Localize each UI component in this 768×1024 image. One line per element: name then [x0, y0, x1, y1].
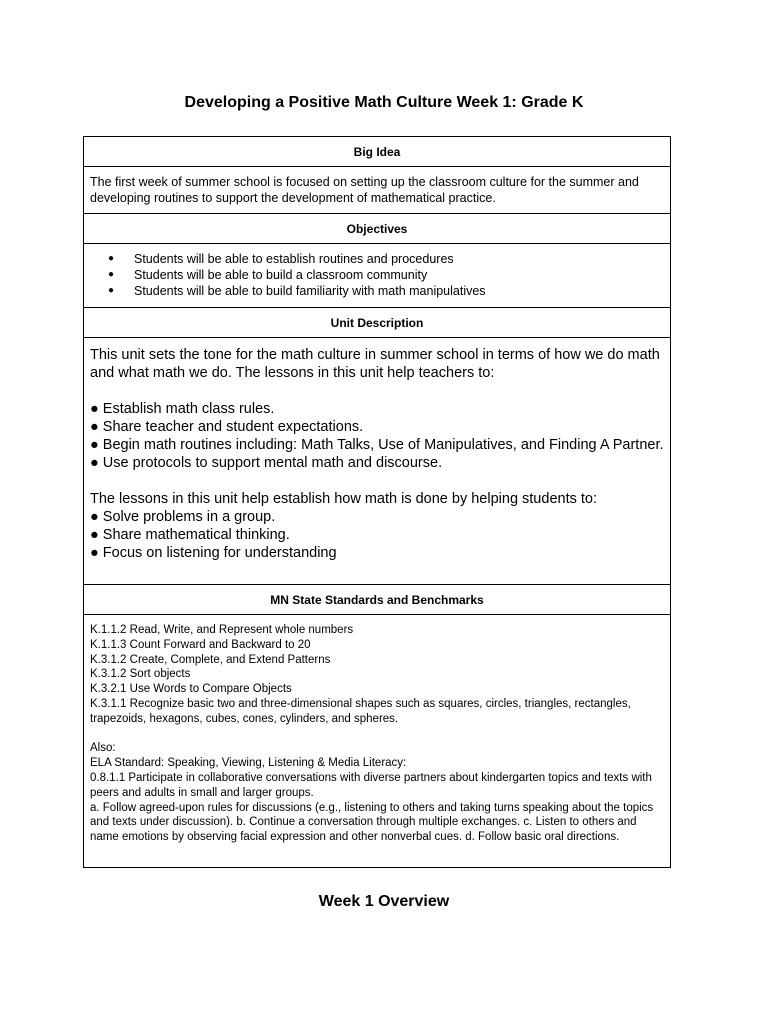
teacher-point: ● Establish math class rules.	[90, 401, 275, 417]
big-idea-header: Big Idea	[84, 137, 670, 167]
objective-item: ● Students will be able to build a classroom community	[106, 267, 670, 283]
objective-item: ● Students will be able to build familiarity with math manipulatives	[106, 283, 670, 299]
standards-header: MN State Standards and Benchmarks	[84, 585, 670, 615]
unit-description-header: Unit Description	[84, 308, 670, 338]
unit-description-intro: This unit sets the tone for the math culture in summer school in terms of how we do math and what math we do. The lessons in this unit help teachers to:	[90, 347, 660, 381]
standard-line: K.3.2.1 Use Words to Compare Objects	[90, 683, 292, 696]
standard-line: K.1.1.2 Read, Write, and Represent whole numbers	[90, 624, 354, 636]
objective-item: ● Students will be able to establish routines and procedures	[106, 251, 670, 267]
objectives-list	[84, 251, 670, 299]
standard-line: K.3.1.2 Sort objects	[90, 668, 191, 681]
objectives-header: Objectives	[84, 214, 670, 244]
ela-details: a. Follow agreed-upon rules for discussions (e.g., listening to others and taking turns speaking about the topics and texts under discussion). b. Continue a conversation through multiple exchanges. c. Listen to others and name emotions by observing facial expression and other nonverbal cues. d. Follow basic oral directions.	[90, 801, 654, 844]
ela-benchmark: 0.8.1.1 Participate in collaborative conversations with diverse partners about kindergarten topics and texts with peers and adults in small and larger groups.	[90, 771, 652, 799]
standard-line: K.3.1.2 Create, Complete, and Extend Patterns	[90, 653, 331, 666]
also-label: Also:	[90, 742, 116, 755]
teacher-point: ● Use protocols to support mental math and discourse.	[90, 455, 443, 471]
unit-description-cell	[84, 338, 670, 585]
objectives-cell	[84, 244, 670, 308]
unit-table	[83, 136, 671, 868]
ela-standard: ELA Standard: Speaking, Viewing, Listening & Media Literacy:	[90, 757, 407, 770]
document-title: Developing a Positive Math Culture Week 1: Grade K	[184, 94, 584, 111]
standard-line: K.1.1.3 Count Forward and Backward to 20	[90, 638, 311, 651]
student-point: ● Solve problems in a group.	[90, 509, 276, 525]
student-point: ● Share mathematical thinking.	[90, 527, 290, 543]
standard-line: K.3.1.1 Recognize basic two and three-dimensional shapes such as squares, circles, triangles, rectangles, trapezoids, hexagons, cubes, cones, cylinders, and spheres.	[90, 697, 631, 725]
big-idea-text: The first week of summer school is focused on setting up the classroom culture for the summer and developing routines to support the development of mathematical practice.	[84, 167, 670, 214]
teacher-point: ● Begin math routines including: Math Talks, Use of Manipulatives, and Finding A Partner.	[90, 437, 664, 453]
standards-cell	[84, 615, 670, 867]
students-intro: The lessons in this unit help establish how math is done by helping students to:	[90, 491, 597, 507]
week-overview-heading: Week 1 Overview	[318, 893, 450, 910]
student-point: ● Focus on listening for understanding	[90, 545, 337, 561]
teacher-point: ● Share teacher and student expectations.	[90, 419, 364, 435]
